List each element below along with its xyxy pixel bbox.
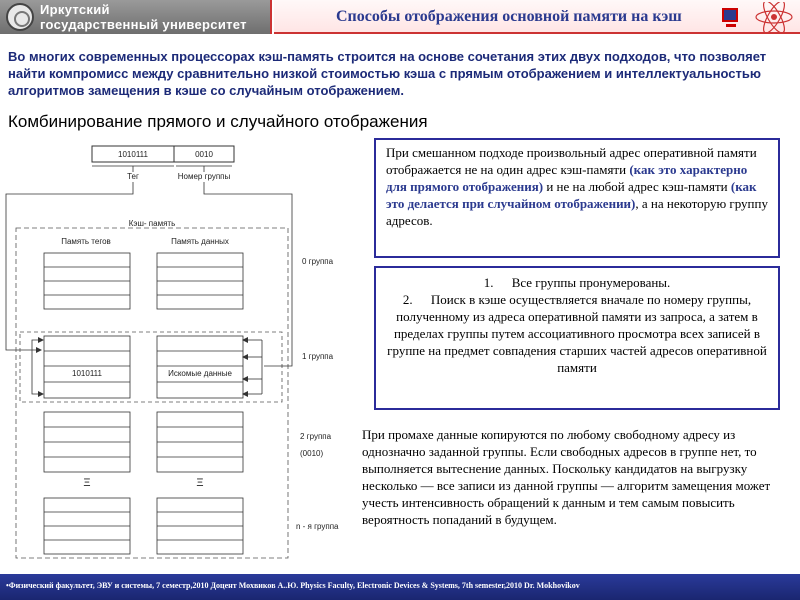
- box1-highlight-random: (как это делается при случайном отображении): [386, 179, 757, 211]
- steps-list: [386, 274, 768, 376]
- miss-handling-paragraph: При промахе данные копируются по любому свободному адресу из однозначно заданной группы. Если свободных адресов в группе нет, то выполняется вытеснение данных. Поскольку кандидатов на выгрузку несколько — все записи из данной группы — алгоритм замещения может учесть интенсивность обращений к данным и тем самым повысить вероятность попаданий в будущем.: [362, 427, 771, 527]
- group-0-label: 0 группа: [302, 257, 334, 266]
- list-item: 1. Все группы пронумерованы.: [483, 275, 671, 290]
- group-2-code: (0010): [300, 449, 324, 458]
- search-steps-box: [374, 266, 780, 410]
- box1-text-3: , а на некоторую группу адресов.: [386, 196, 768, 228]
- group-n-label: n - я группа: [296, 522, 339, 531]
- tag-memory-label: Память тегов: [61, 237, 111, 246]
- found-tag-value: 1010111: [72, 369, 102, 378]
- university-name-line2: государственный университет: [40, 17, 247, 32]
- box1-text-2: и не на любой адрес кэш-памяти: [543, 179, 731, 194]
- group-2-label: 2 группа: [300, 432, 332, 441]
- list-item: 2. Поиск в кэше осуществляется вначале по номеру группы, полученному из адреса оперативной памяти из запроса, а затем в пределах группы путем ассоциативного просмотра всех записей в группе на предмет совпадения старших частей адресов оперативной памяти: [387, 292, 767, 375]
- header: [0, 0, 800, 38]
- university-name-line1: Иркутский: [40, 2, 110, 17]
- section-heading: Комбинирование прямого и случайного отображения: [8, 112, 428, 131]
- computer-icon: [722, 8, 738, 22]
- footer-text: •Физический факультет, ЭВУ и системы, 7 семестр,2010 Доцент Мохвиков А..Ю. Physics Faculty, Electronic Devices & Systems, 7th semester,2010 Dr. Mokhovikov: [6, 581, 580, 590]
- data-memory-label: Память данных: [171, 237, 229, 246]
- atom-icon: [752, 2, 796, 32]
- group-number-label: Номер группы: [177, 172, 231, 181]
- box1-text-1: При смешанном подходе произвольный адрес оперативной памяти отображается не на один адрес кэш-памяти: [386, 145, 757, 177]
- ellipsis-tags: Ξ: [83, 477, 91, 489]
- university-logo-bar: [0, 0, 272, 34]
- intro-paragraph: Во многих современных процессорах кэш-память строится на основе сочетания этих двух подходов, что позволяет найти компромисс между сравнительно низкой стоимостью кэша с прямым отображением и интеллектуальностью алгоритмов замещения в кэше со случайным отображением.: [8, 49, 767, 98]
- group-1-label: 1 группа: [302, 352, 334, 361]
- university-seal-icon: [6, 3, 34, 31]
- group-1-block: [44, 336, 243, 398]
- group-n-block: [44, 498, 243, 554]
- cache-label: Кэш- память: [128, 219, 176, 228]
- ellipsis-data: Ξ: [196, 477, 204, 489]
- footer: [0, 574, 800, 600]
- tag-label: Тег: [127, 172, 139, 181]
- mixed-mapping-box: [374, 138, 780, 258]
- group-bits: 0010: [195, 150, 213, 159]
- group-2-block: [44, 412, 243, 472]
- found-data-label: Искомые данные: [168, 369, 232, 378]
- tag-bits: 1010111: [118, 150, 148, 159]
- title-bar: [274, 0, 800, 34]
- group-0-block: [44, 253, 243, 309]
- page-title: Способы отображения основной памяти на кэш: [336, 8, 682, 25]
- cache-diagram: [0, 136, 368, 564]
- box1-highlight-direct: (как это характерно для прямого отображения): [386, 162, 748, 194]
